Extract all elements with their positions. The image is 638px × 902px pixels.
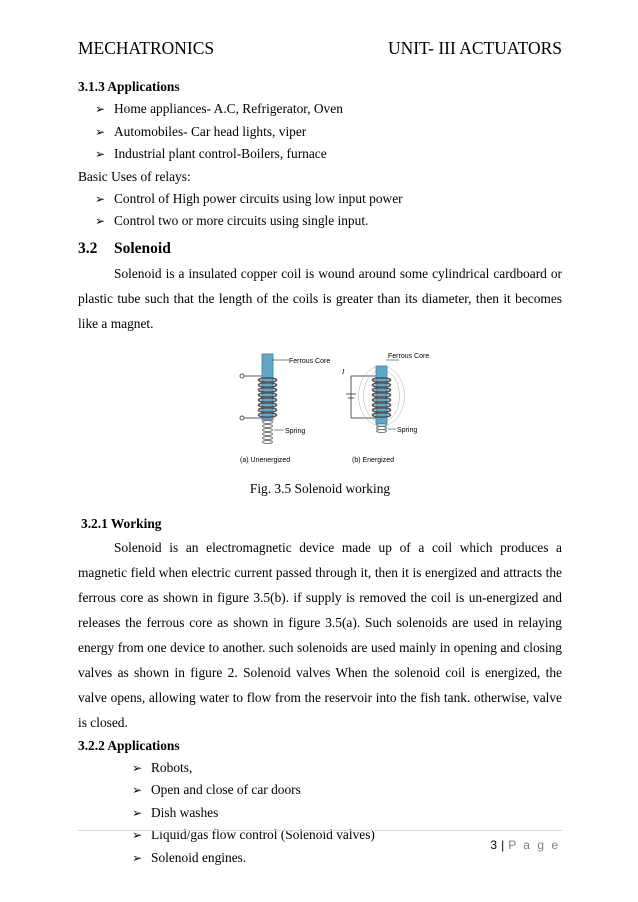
- footer-divider: [78, 830, 562, 831]
- label-unenergized: (a) Unenergized: [240, 456, 291, 464]
- list-item-text: Dish washes: [151, 804, 219, 820]
- list-item-text: Control of High power circuits using low input power: [114, 190, 403, 206]
- arrow-bullet-icon: ➢: [132, 828, 143, 843]
- label-ferrous-core-a: Ferrous Core: [289, 357, 331, 365]
- label-spring-a: Spring: [285, 427, 306, 435]
- ferrous-core-b: [376, 366, 387, 424]
- solenoid-unenergized: [240, 354, 330, 464]
- label-ferrous-core-b: Ferrous Core: [388, 352, 430, 360]
- arrow-bullet-icon: ➢: [95, 191, 106, 206]
- terminal-a1: [240, 374, 244, 378]
- list-item-text: Solenoid engines.: [151, 849, 247, 865]
- list-item: [115, 757, 562, 780]
- list-item: [115, 802, 562, 825]
- list-item-text: Robots,: [151, 759, 193, 775]
- section-32-heading: [78, 237, 562, 261]
- list-item-text: Automobiles- Car head lights, viper: [114, 123, 307, 139]
- label-current: I: [342, 367, 345, 376]
- list-item: [78, 188, 562, 211]
- page-header: [78, 38, 562, 60]
- list-item: [78, 98, 562, 121]
- section-322-list: [78, 757, 562, 870]
- solenoid-energized: [341, 353, 429, 464]
- list-item: [78, 210, 562, 233]
- page-footer: [490, 838, 560, 852]
- page-word: P a g e: [508, 838, 560, 852]
- list-item-text: Industrial plant control-Boilers, furnace: [114, 146, 327, 161]
- arrow-bullet-icon: ➢: [132, 805, 143, 820]
- arrow-bullet-icon: ➢: [132, 783, 143, 798]
- section-321-paragraph: Solenoid is an electromagnetic device made up of a coil which produces a magnetic field when electric current passed through it, then it is energized and attracts the ferrous core as shown in figure 3.5(b). if supply is removed the coil is un-energized and releases the ferrous core as shown in figure 3.5(a). Such solenoids are used in relaying energy from one device to another. such solenoids are used mainly in opening and closing valves as shown in figure 2. Solenoid valves When the solenoid coil is energized, the valve opens, allowing water to flow from the reservoir into the fish tank. otherwise, valve is closed.: [78, 539, 562, 730]
- list-item-text: Control two or more circuits using single input.: [114, 213, 369, 228]
- section-313-list: [78, 98, 562, 166]
- arrow-bullet-icon: ➢: [95, 124, 106, 139]
- list-item: [115, 779, 562, 802]
- list-item: [78, 143, 562, 166]
- section-32-paragraph: Solenoid is a insulated copper coil is wound around some cylindrical cardboard or plastic tube such that the length of the coils is greater than its diameter, then it becomes like a magnet.: [78, 265, 562, 331]
- page-content: [78, 76, 562, 869]
- figure-caption: Fig. 3.5 Solenoid working: [249, 480, 391, 496]
- terminal-a2: [240, 416, 244, 420]
- solenoid-diagram: [234, 352, 430, 472]
- section-32-title: Solenoid: [114, 239, 171, 257]
- list-item-text: Liquid/gas flow control (Solenoid valves): [151, 827, 375, 843]
- section-321-heading: 3.2.1 Working: [81, 515, 162, 531]
- section-313-heading: 3.1.3 Applications: [78, 79, 180, 94]
- list-item-text: Open and close of car doors: [151, 782, 301, 798]
- header-title-right: UNIT- III ACTUATORS: [387, 38, 562, 58]
- list-item-text: Home appliances- A.C, Refrigerator, Oven: [114, 101, 343, 116]
- spring-a: [263, 420, 273, 443]
- spring-b: [377, 423, 387, 432]
- label-energized: (b) Energized: [352, 456, 395, 464]
- relays-intro: Basic Uses of relays:: [78, 168, 191, 184]
- header-title-left: MECHATRONICS: [78, 38, 215, 58]
- solenoid-figure: [78, 352, 562, 474]
- page-number: 3: [490, 838, 498, 852]
- arrow-bullet-icon: ➢: [132, 760, 143, 775]
- arrow-bullet-icon: ➢: [95, 147, 106, 161]
- arrow-bullet-icon: ➢: [132, 850, 143, 865]
- label-spring-b: Spring: [397, 426, 418, 434]
- footer-separator: |: [501, 838, 505, 852]
- relays-list: [78, 188, 562, 233]
- section-32-number: 3.2: [78, 239, 98, 257]
- section-322-heading: 3.2.2 Applications: [78, 737, 180, 753]
- arrow-bullet-icon: ➢: [95, 214, 106, 228]
- list-item: [78, 121, 562, 144]
- arrow-bullet-icon: ➢: [95, 102, 106, 116]
